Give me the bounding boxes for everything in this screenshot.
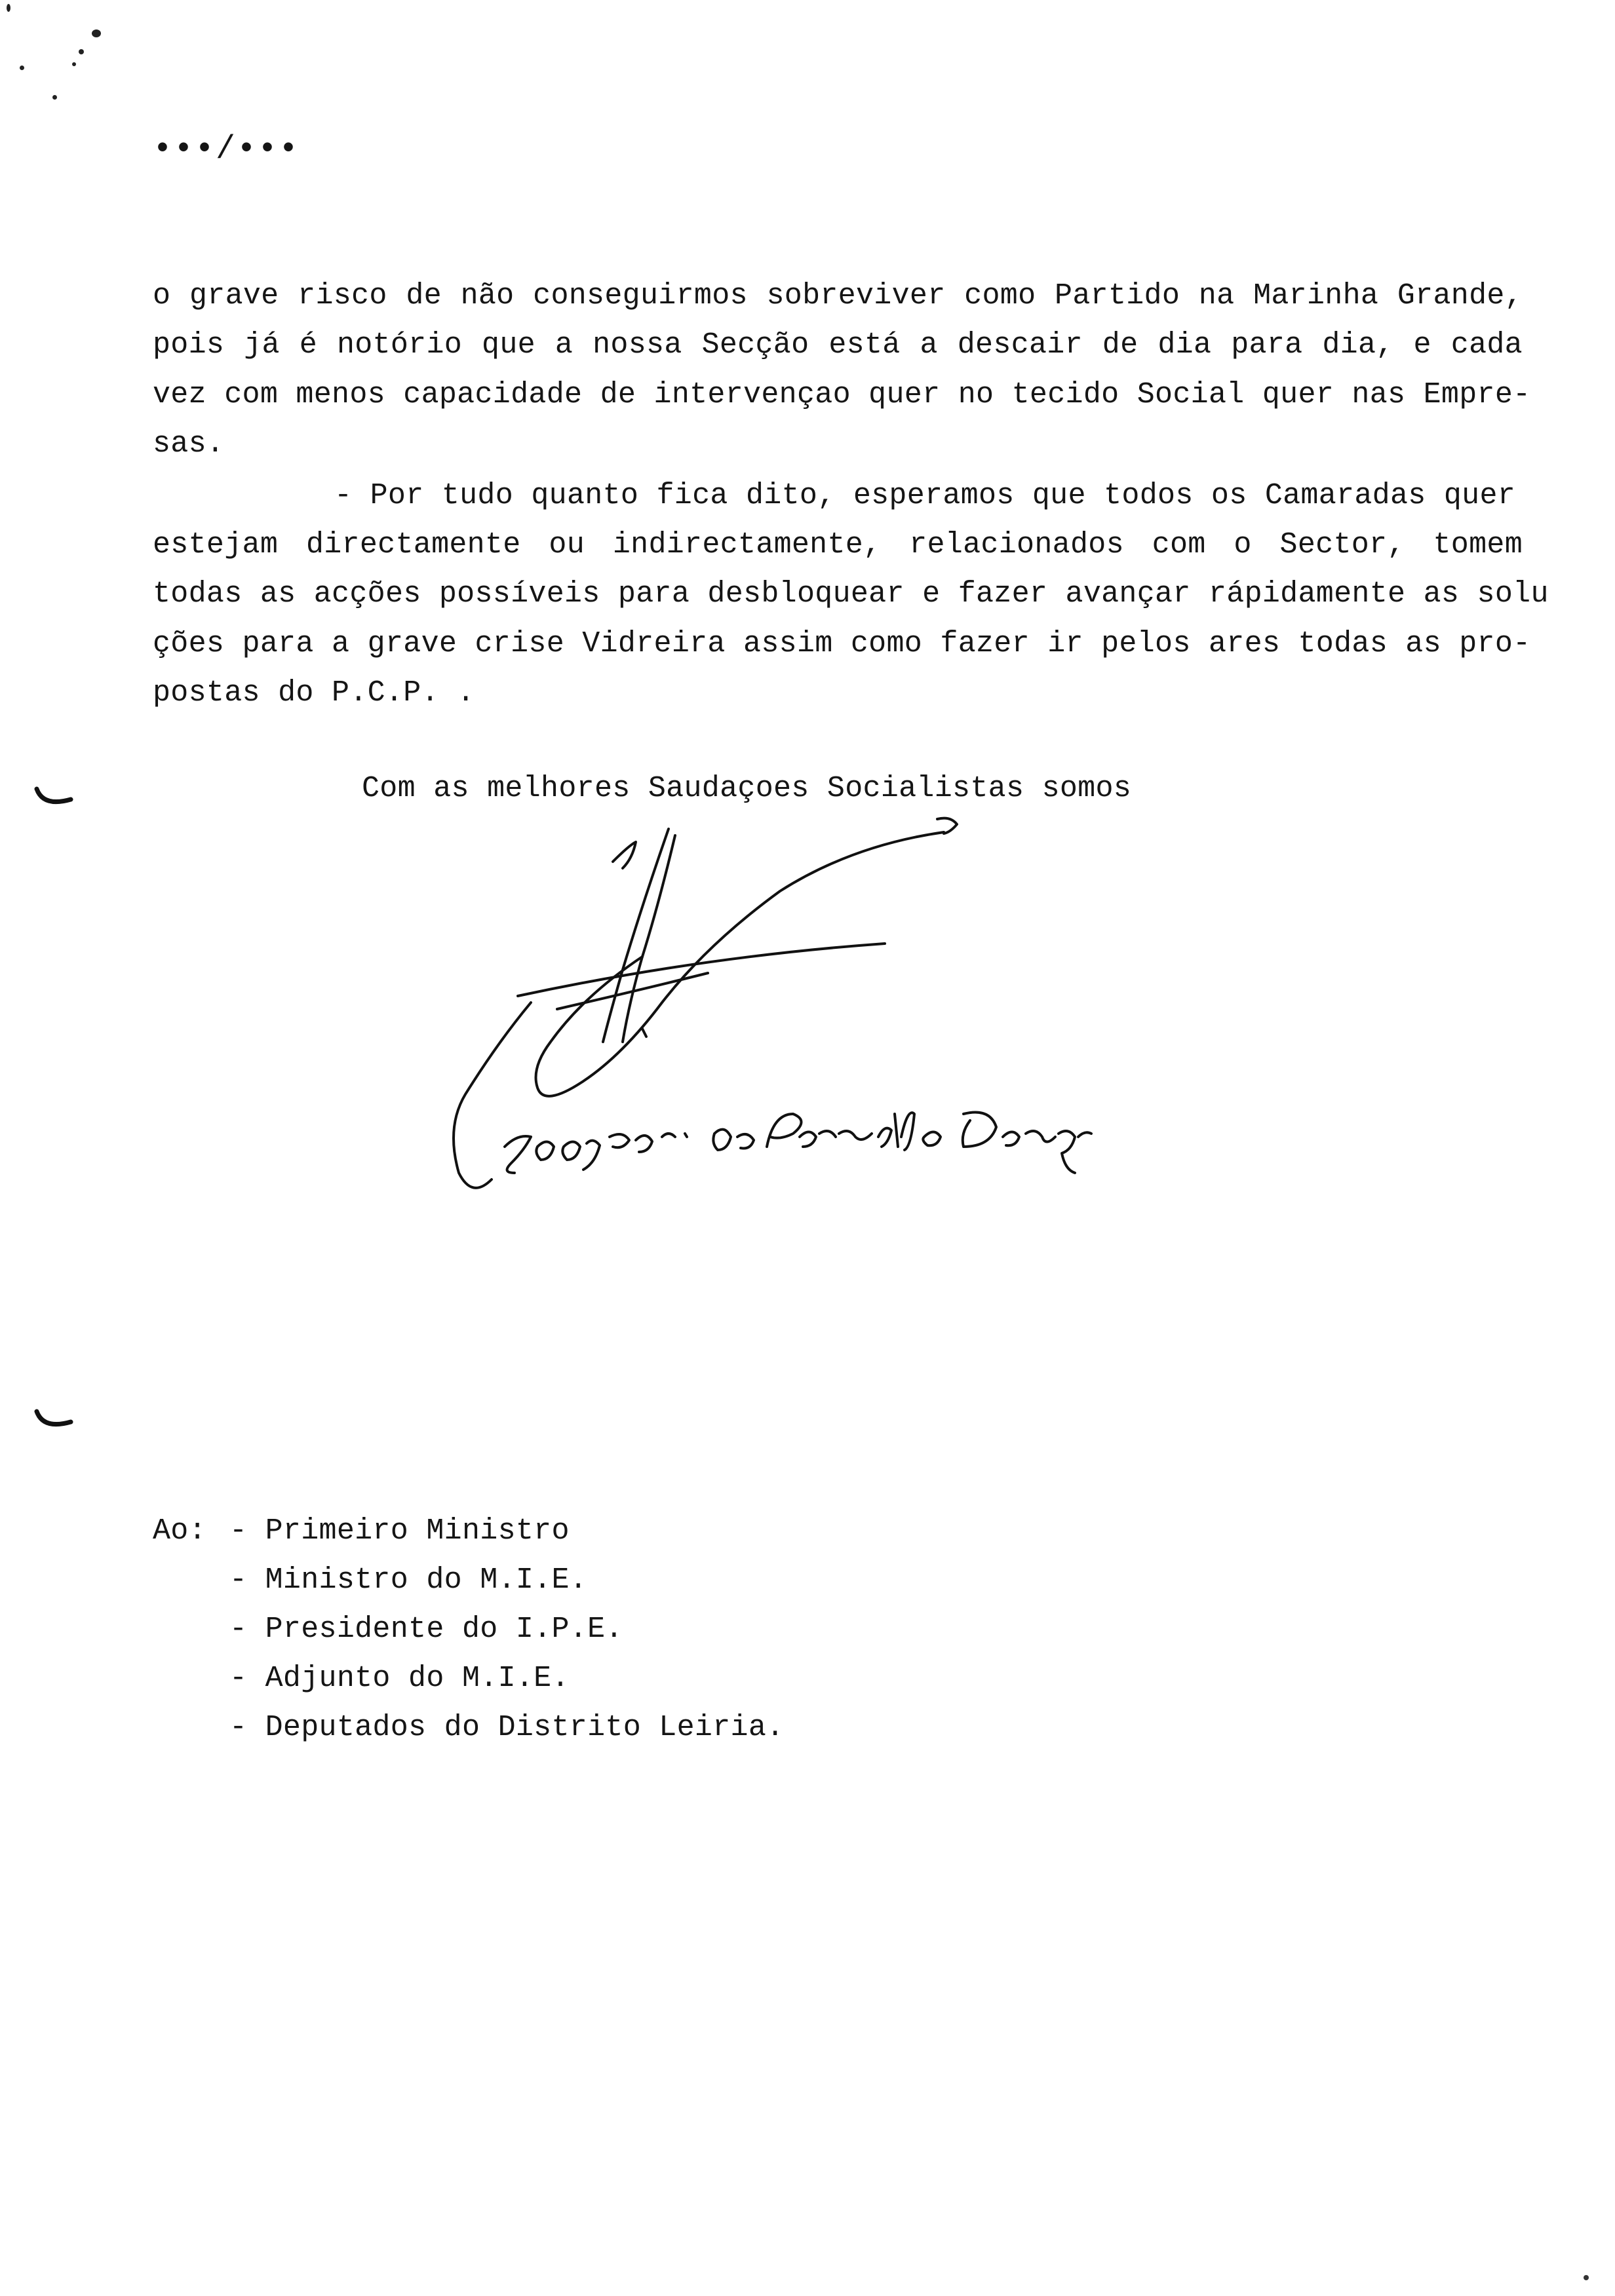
- scan-speck: [7, 4, 10, 12]
- paragraph-line: pois já é notório que a nossa Secção está a descair de dia para dia, e cada: [153, 328, 1523, 362]
- scan-speck: [1584, 2275, 1589, 2280]
- paragraph-line: vez com menos capacidade de intervençao quer no tecido Social quer nas Empre-: [153, 378, 1531, 411]
- paragraph-line: sas.: [153, 427, 225, 461]
- scan-speck: [72, 62, 76, 66]
- margin-bracket-icon: [34, 1407, 73, 1434]
- margin-bracket-icon: [34, 785, 73, 811]
- closing-salutation: Com as melhores Saudaçoes Socialistas somos: [362, 772, 1132, 805]
- scan-speck: [52, 95, 57, 100]
- scan-speck: [79, 49, 84, 54]
- scan-speck: [92, 29, 101, 37]
- paragraph-line: postas do P.C.P. .: [153, 676, 475, 710]
- scan-speck: [20, 66, 24, 70]
- continuation-mark: •••/•••: [153, 131, 300, 168]
- paragraph-line: todas as acções possíveis para desbloquear e fazer avançar rápidamente as solu: [153, 577, 1549, 611]
- paragraph-line: ções para a grave crise Vidreira assim como fazer ir pelos ares todas as pro-: [153, 627, 1531, 660]
- recipient-item: - Presidente do I.P.E.: [229, 1613, 623, 1646]
- recipients-label: Ao:: [153, 1514, 206, 1548]
- handwritten-signature: [426, 806, 1278, 1212]
- recipient-item: - Ministro do M.I.E.: [229, 1563, 588, 1597]
- paragraph-line: estejam directamente ou indirectamente, relacionados com o Sector, tomem: [153, 528, 1523, 562]
- paragraph-line: - Por tudo quanto fica dito, esperamos que todos os Camaradas quer: [334, 479, 1516, 512]
- recipient-item: - Primeiro Ministro: [229, 1514, 570, 1548]
- recipient-item: - Deputados do Distrito Leiria.: [229, 1711, 785, 1744]
- recipient-item: - Adjunto do M.I.E.: [229, 1662, 570, 1695]
- paragraph-line: o grave risco de não conseguirmos sobreviver como Partido na Marinha Grande,: [153, 279, 1523, 313]
